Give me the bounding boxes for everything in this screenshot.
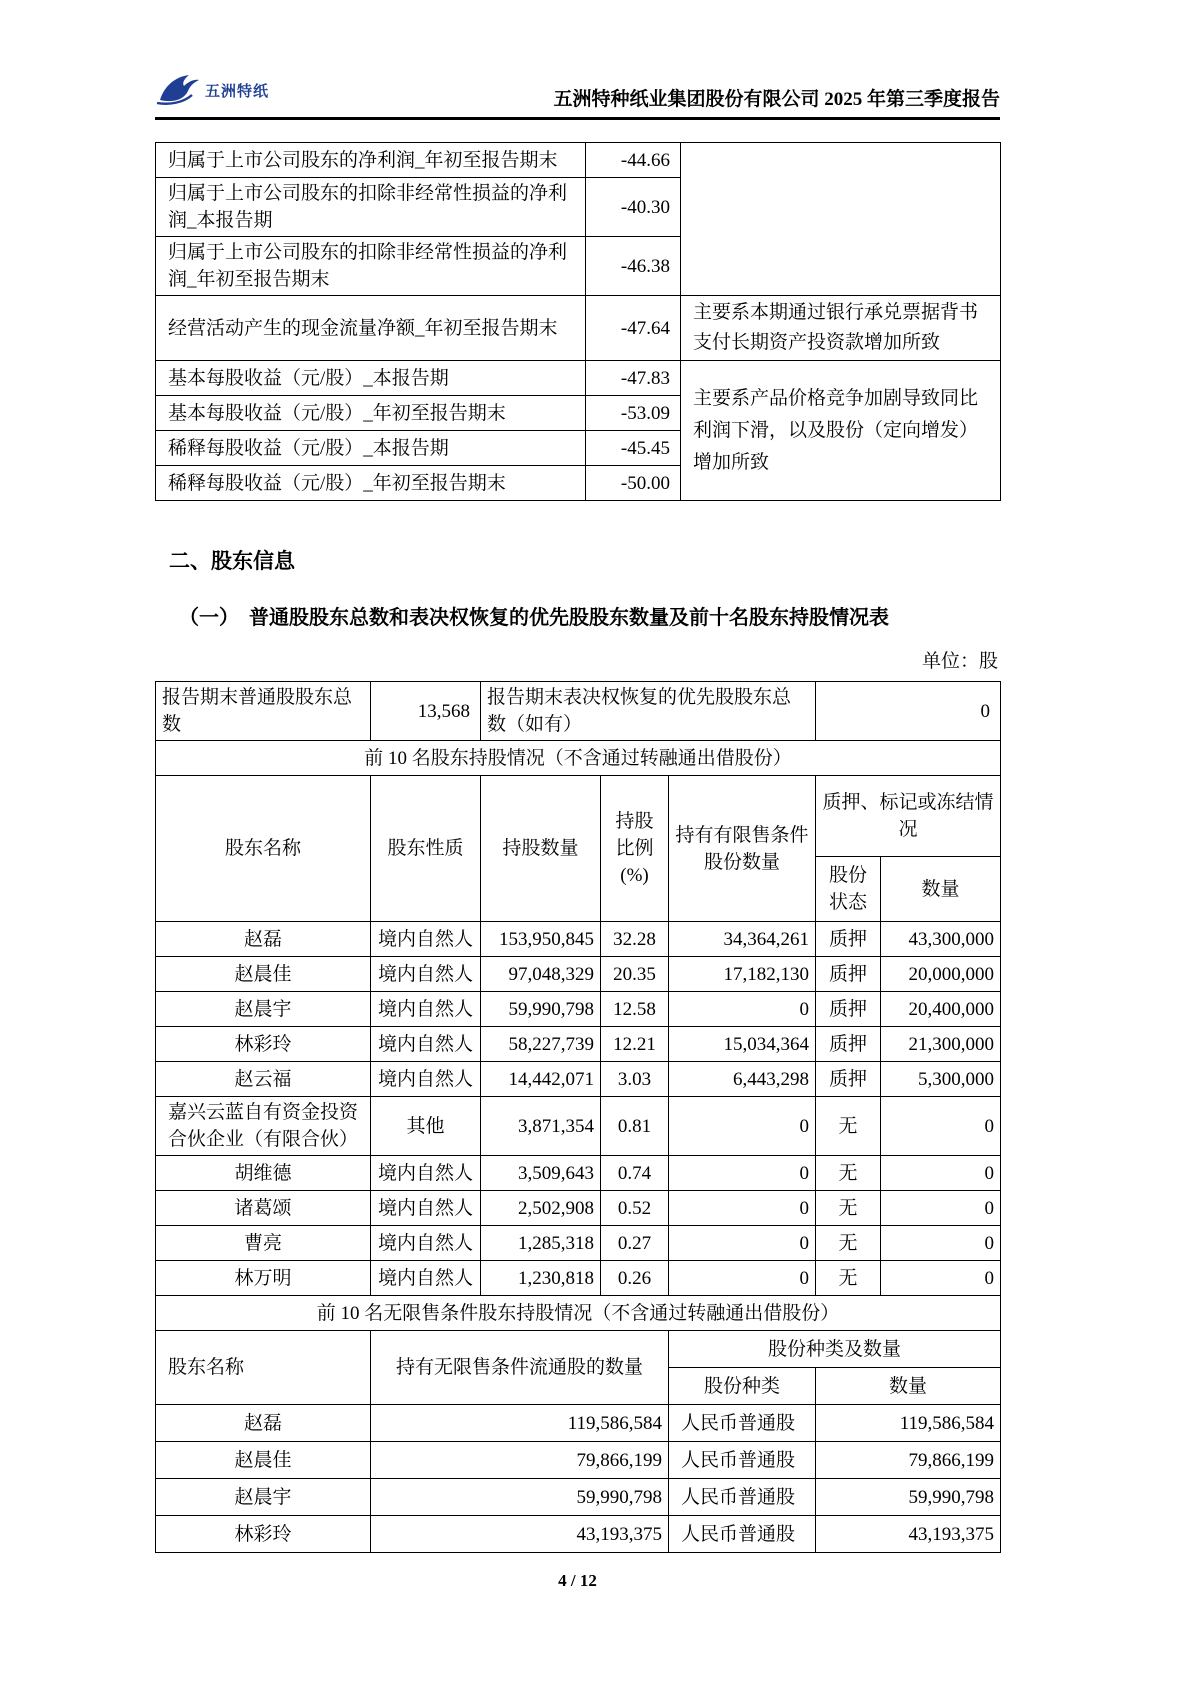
- col-header-share-type: 股份种类: [669, 1368, 816, 1405]
- metric-label: 基本每股收益（元/股）_年初至报告期末: [156, 396, 586, 431]
- share-type: 人民币普通股: [669, 1442, 816, 1479]
- header-row: [156, 776, 1001, 857]
- report-title: 五洲特种纸业集团股份有限公司 2025 年第三季度报告: [553, 89, 1000, 110]
- pledge-qty: 20,000,000: [881, 957, 1001, 992]
- metric-label: 稀释每股收益（元/股）_年初至报告期末: [156, 466, 586, 501]
- table-row: [156, 1261, 1001, 1296]
- section-heading: 二、股东信息: [169, 549, 295, 573]
- financial-summary-table: [155, 142, 1001, 501]
- pledge-qty: 21,300,000: [881, 1027, 1001, 1062]
- holder-restricted: 0: [669, 1191, 816, 1226]
- holder-shares: 58,227,739: [481, 1027, 601, 1062]
- table-row: [156, 1296, 1001, 1331]
- holder-nature: 境内自然人: [371, 957, 481, 992]
- preferred-holders-value: 0: [816, 682, 1001, 741]
- table-row: [156, 957, 1001, 992]
- col-header-name: 股东名称: [156, 776, 371, 922]
- share-qty: 59,990,798: [816, 1479, 1001, 1516]
- holder-name: 赵磊: [156, 1405, 371, 1442]
- unrestricted-shares: 79,866,199: [371, 1442, 669, 1479]
- pledge-status: 无: [816, 1261, 881, 1296]
- eps-note: 主要系产品价格竞争加剧导致同比利润下滑，以及股份（定向增发）增加所致: [681, 361, 1001, 501]
- holder-ratio: 12.58: [601, 992, 669, 1027]
- logo-text: 五洲特纸: [205, 84, 270, 100]
- holder-name: 嘉兴云蓝自有资金投资合伙企业（有限合伙）: [156, 1097, 371, 1156]
- col-header-shares: 持股数量: [481, 776, 601, 922]
- page-header: [155, 70, 1000, 120]
- header-row: [156, 1331, 1001, 1368]
- table-row: [156, 1156, 1001, 1191]
- holder-name: 林万明: [156, 1261, 371, 1296]
- holder-restricted: 0: [669, 1226, 816, 1261]
- holder-name: 赵晨宇: [156, 992, 371, 1027]
- table-row: [156, 143, 1001, 178]
- metric-value: -40.30: [586, 178, 681, 237]
- col-header-share-qty: 数量: [816, 1368, 1001, 1405]
- col-header-ratio: 持股比例(%): [601, 776, 669, 922]
- empty-note-cell: [681, 143, 1001, 296]
- col-header-pledge-group: 质押、标记或冻结情况: [816, 776, 1001, 857]
- table-row: [156, 682, 1001, 741]
- holder-shares: 1,230,818: [481, 1261, 601, 1296]
- share-type: 人民币普通股: [669, 1479, 816, 1516]
- common-holders-value: 13,568: [371, 682, 481, 741]
- holder-nature: 境内自然人: [371, 1062, 481, 1097]
- holder-nature: 境内自然人: [371, 1191, 481, 1226]
- pegasus-icon: [155, 70, 201, 111]
- holder-name: 赵磊: [156, 922, 371, 957]
- holder-name: 赵晨佳: [156, 957, 371, 992]
- preferred-holders-label: 报告期末表决权恢复的优先股股东总数（如有）: [481, 682, 816, 741]
- holder-ratio: 32.28: [601, 922, 669, 957]
- table-row: [156, 361, 1001, 396]
- holder-nature: 境内自然人: [371, 1156, 481, 1191]
- pledge-status: 无: [816, 1156, 881, 1191]
- holder-restricted: 15,034,364: [669, 1027, 816, 1062]
- holder-nature: 境内自然人: [371, 1226, 481, 1261]
- section-subheading: （一） 普通股股东总数和表决权恢复的优先股股东数量及前十名股东持股情况表: [179, 607, 889, 629]
- metric-value: -47.64: [586, 296, 681, 361]
- holder-name: 林彩玲: [156, 1027, 371, 1062]
- pledge-status: 质押: [816, 957, 881, 992]
- pledge-qty: 0: [881, 1156, 1001, 1191]
- col-header-nature: 股东性质: [371, 776, 481, 922]
- col-header-type-group: 股份种类及数量: [669, 1331, 1001, 1368]
- table-row: [156, 1062, 1001, 1097]
- metric-label: 归属于上市公司股东的扣除非经常性损益的净利润_年初至报告期末: [156, 237, 586, 296]
- holder-shares: 59,990,798: [481, 992, 601, 1027]
- pledge-qty: 0: [881, 1097, 1001, 1156]
- metric-label: 归属于上市公司股东的扣除非经常性损益的净利润_本报告期: [156, 178, 586, 237]
- company-logo: [155, 70, 269, 111]
- metric-note: 主要系本期通过银行承兑票据背书支付长期资产投资款增加所致: [681, 296, 1001, 361]
- holder-restricted: 0: [669, 992, 816, 1027]
- pledge-qty: 0: [881, 1226, 1001, 1261]
- holder-shares: 14,442,071: [481, 1062, 601, 1097]
- holder-ratio: 3.03: [601, 1062, 669, 1097]
- table-row: [156, 1516, 1001, 1553]
- holder-name: 诸葛颂: [156, 1191, 371, 1226]
- metric-value: -45.45: [586, 431, 681, 466]
- metric-value: -44.66: [586, 143, 681, 178]
- holder-name: 曹亮: [156, 1226, 371, 1261]
- holder-name: 赵云福: [156, 1062, 371, 1097]
- holder-nature: 其他: [371, 1097, 481, 1156]
- holder-nature: 境内自然人: [371, 1261, 481, 1296]
- metric-value: -53.09: [586, 396, 681, 431]
- unrestricted-shares: 43,193,375: [371, 1516, 669, 1553]
- holder-restricted: 34,364,261: [669, 922, 816, 957]
- holder-ratio: 0.26: [601, 1261, 669, 1296]
- holder-shares: 3,871,354: [481, 1097, 601, 1156]
- holder-ratio: 0.52: [601, 1191, 669, 1226]
- metric-label: 基本每股收益（元/股）_本报告期: [156, 361, 586, 396]
- pledge-status: 无: [816, 1191, 881, 1226]
- page-number: 4 / 12: [558, 1571, 597, 1590]
- holder-restricted: 17,182,130: [669, 957, 816, 992]
- holder-ratio: 0.27: [601, 1226, 669, 1261]
- holder-name: 赵晨宇: [156, 1479, 371, 1516]
- table-row: [156, 1191, 1001, 1226]
- holder-restricted: 0: [669, 1156, 816, 1191]
- pledge-status: 质押: [816, 922, 881, 957]
- table-row: [156, 741, 1001, 776]
- pledge-qty: 5,300,000: [881, 1062, 1001, 1097]
- holder-restricted: 0: [669, 1097, 816, 1156]
- metric-label: 经营活动产生的现金流量净额_年初至报告期末: [156, 296, 586, 361]
- share-qty: 43,193,375: [816, 1516, 1001, 1553]
- metric-value: -47.83: [586, 361, 681, 396]
- holder-nature: 境内自然人: [371, 992, 481, 1027]
- col-header-name2: 股东名称: [156, 1331, 371, 1405]
- table-row: [156, 992, 1001, 1027]
- top10-section-title: 前 10 名股东持股情况（不含通过转融通出借股份）: [156, 741, 1001, 776]
- pledge-status: 无: [816, 1226, 881, 1261]
- metric-value: -46.38: [586, 237, 681, 296]
- holder-shares: 1,285,318: [481, 1226, 601, 1261]
- unrestricted-shares: 59,990,798: [371, 1479, 669, 1516]
- table-row: [156, 1226, 1001, 1261]
- unrestricted-section-title: 前 10 名无限售条件股东持股情况（不含通过转融通出借股份）: [156, 1296, 1001, 1331]
- holder-name: 林彩玲: [156, 1516, 371, 1553]
- table-row: [156, 296, 1001, 361]
- unit-label: 单位：股: [921, 651, 998, 672]
- pledge-qty: 43,300,000: [881, 922, 1001, 957]
- col-header-restricted: 持有有限售条件股份数量: [669, 776, 816, 922]
- holder-nature: 境内自然人: [371, 922, 481, 957]
- table-row: [156, 1027, 1001, 1062]
- holder-shares: 153,950,845: [481, 922, 601, 957]
- holder-ratio: 12.21: [601, 1027, 669, 1062]
- holder-nature: 境内自然人: [371, 1027, 481, 1062]
- share-type: 人民币普通股: [669, 1405, 816, 1442]
- pledge-status: 质押: [816, 1027, 881, 1062]
- pledge-status: 质押: [816, 992, 881, 1027]
- holder-ratio: 0.81: [601, 1097, 669, 1156]
- table-row: [156, 1442, 1001, 1479]
- table-row: [156, 1405, 1001, 1442]
- holder-shares: 3,509,643: [481, 1156, 601, 1191]
- table-row: [156, 1479, 1001, 1516]
- common-holders-label: 报告期末普通股股东总数: [156, 682, 371, 741]
- metric-value: -50.00: [586, 466, 681, 501]
- metric-label: 归属于上市公司股东的净利润_年初至报告期末: [156, 143, 586, 178]
- share-qty: 119,586,584: [816, 1405, 1001, 1442]
- pledge-status: 无: [816, 1097, 881, 1156]
- pledge-qty: 0: [881, 1191, 1001, 1226]
- holder-ratio: 20.35: [601, 957, 669, 992]
- holder-name: 胡维德: [156, 1156, 371, 1191]
- table-row: [156, 922, 1001, 957]
- pledge-qty: 0: [881, 1261, 1001, 1296]
- unrestricted-shares: 119,586,584: [371, 1405, 669, 1442]
- share-type: 人民币普通股: [669, 1516, 816, 1553]
- col-header-pledge-status: 股份状态: [816, 857, 881, 922]
- holder-shares: 97,048,329: [481, 957, 601, 992]
- holder-ratio: 0.74: [601, 1156, 669, 1191]
- table-row: [156, 1097, 1001, 1156]
- col-header-unrestricted-shares: 持有无限售条件流通股的数量: [371, 1331, 669, 1405]
- holder-restricted: 6,443,298: [669, 1062, 816, 1097]
- metric-label: 稀释每股收益（元/股）_本报告期: [156, 431, 586, 466]
- holder-name: 赵晨佳: [156, 1442, 371, 1479]
- col-header-pledge-qty: 数量: [881, 857, 1001, 922]
- share-qty: 79,866,199: [816, 1442, 1001, 1479]
- holder-restricted: 0: [669, 1261, 816, 1296]
- shareholder-table: [155, 681, 1001, 1553]
- pledge-status: 质押: [816, 1062, 881, 1097]
- pledge-qty: 20,400,000: [881, 992, 1001, 1027]
- holder-shares: 2,502,908: [481, 1191, 601, 1226]
